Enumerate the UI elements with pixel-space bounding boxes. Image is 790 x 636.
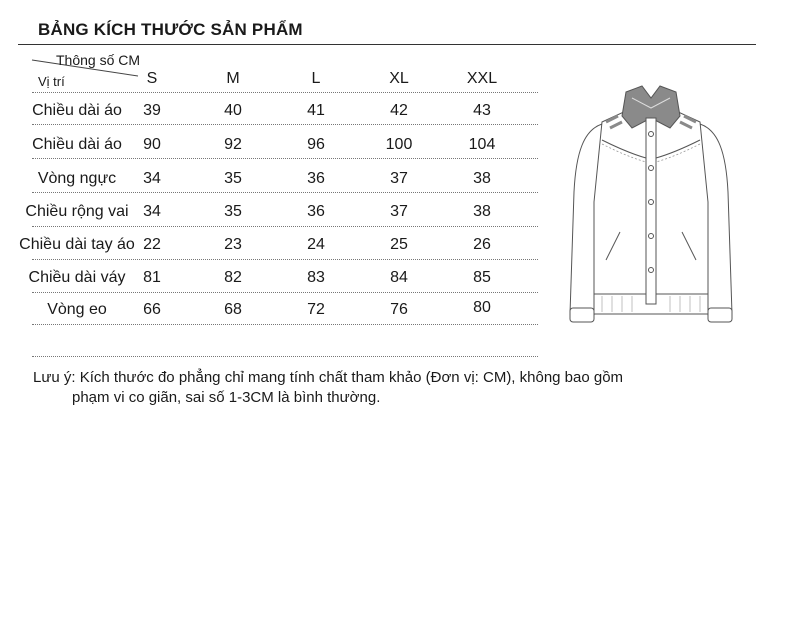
row-label: Vòng ngực [37,170,117,187]
title-divider [18,44,756,45]
table-cell: 84 [390,269,408,286]
table-cell: 85 [473,269,491,286]
table-cell: 40 [224,102,242,119]
table-cell: 22 [143,236,161,253]
row-separator [32,158,538,159]
table-cell: 38 [473,203,491,220]
table-cell: 80 [473,299,491,316]
table-cell: 68 [224,301,242,318]
row-separator [32,192,538,193]
row-separator [32,324,538,325]
row-separator [32,124,538,125]
row-separator [32,292,538,293]
note-line-1: Lưu ý: Kích thước đo phẳng chỉ mang tính chất tham khảo (Đơn vị: CM), không bao gồm [33,369,624,386]
size-header-s: S [146,70,158,87]
table-cell: 92 [224,136,242,153]
header-position-label: Vị trí [38,74,65,89]
row-separator [32,259,538,260]
table-cell: 41 [307,102,325,119]
table-cell: 76 [390,301,408,318]
size-header-xxl: XXL [466,70,498,87]
table-cell: 96 [307,136,325,153]
table-cell: 23 [224,236,242,253]
jacket-icon [562,82,740,334]
table-cell: 39 [143,102,161,119]
size-header-m: M [226,70,240,87]
note-line-2: phạm vi co giãn, sai số 1-3CM là bình thường. [72,389,381,406]
table-cell: 42 [390,102,408,119]
row-label: Chiều rộng vai [25,203,129,220]
table-cell: 36 [307,203,325,220]
table-cell: 26 [473,236,491,253]
row-separator [32,356,538,357]
row-label: Chiều dài áo [32,136,122,153]
row-separator [32,92,538,93]
row-label: Vòng eo [47,301,107,318]
size-header-xl: XL [389,70,409,87]
table-cell: 37 [390,170,408,187]
table-cell: 83 [307,269,325,286]
table-cell: 35 [224,203,242,220]
size-header-l: L [311,70,321,87]
table-cell: 90 [143,136,161,153]
table-cell: 104 [468,136,496,153]
table-cell: 66 [143,301,161,318]
table-cell: 100 [385,136,413,153]
row-label: Chiều dài áo [32,102,122,119]
row-separator [32,226,538,227]
table-cell: 25 [390,236,408,253]
table-cell: 24 [307,236,325,253]
table-cell: 43 [473,102,491,119]
table-cell: 35 [224,170,242,187]
page-title: BẢNG KÍCH THƯỚC SẢN PHẨM [38,20,303,39]
table-cell: 36 [307,170,325,187]
table-cell: 34 [143,170,161,187]
table-cell: 82 [224,269,242,286]
table-cell: 81 [143,269,161,286]
row-label: Chiều dài váy [28,269,126,286]
table-cell: 38 [473,170,491,187]
table-cell: 37 [390,203,408,220]
table-cell: 34 [143,203,161,220]
row-label: Chiều dài tay áo [19,236,135,253]
header-measure-label: Thông số CM [56,52,141,68]
table-cell: 72 [307,301,325,318]
